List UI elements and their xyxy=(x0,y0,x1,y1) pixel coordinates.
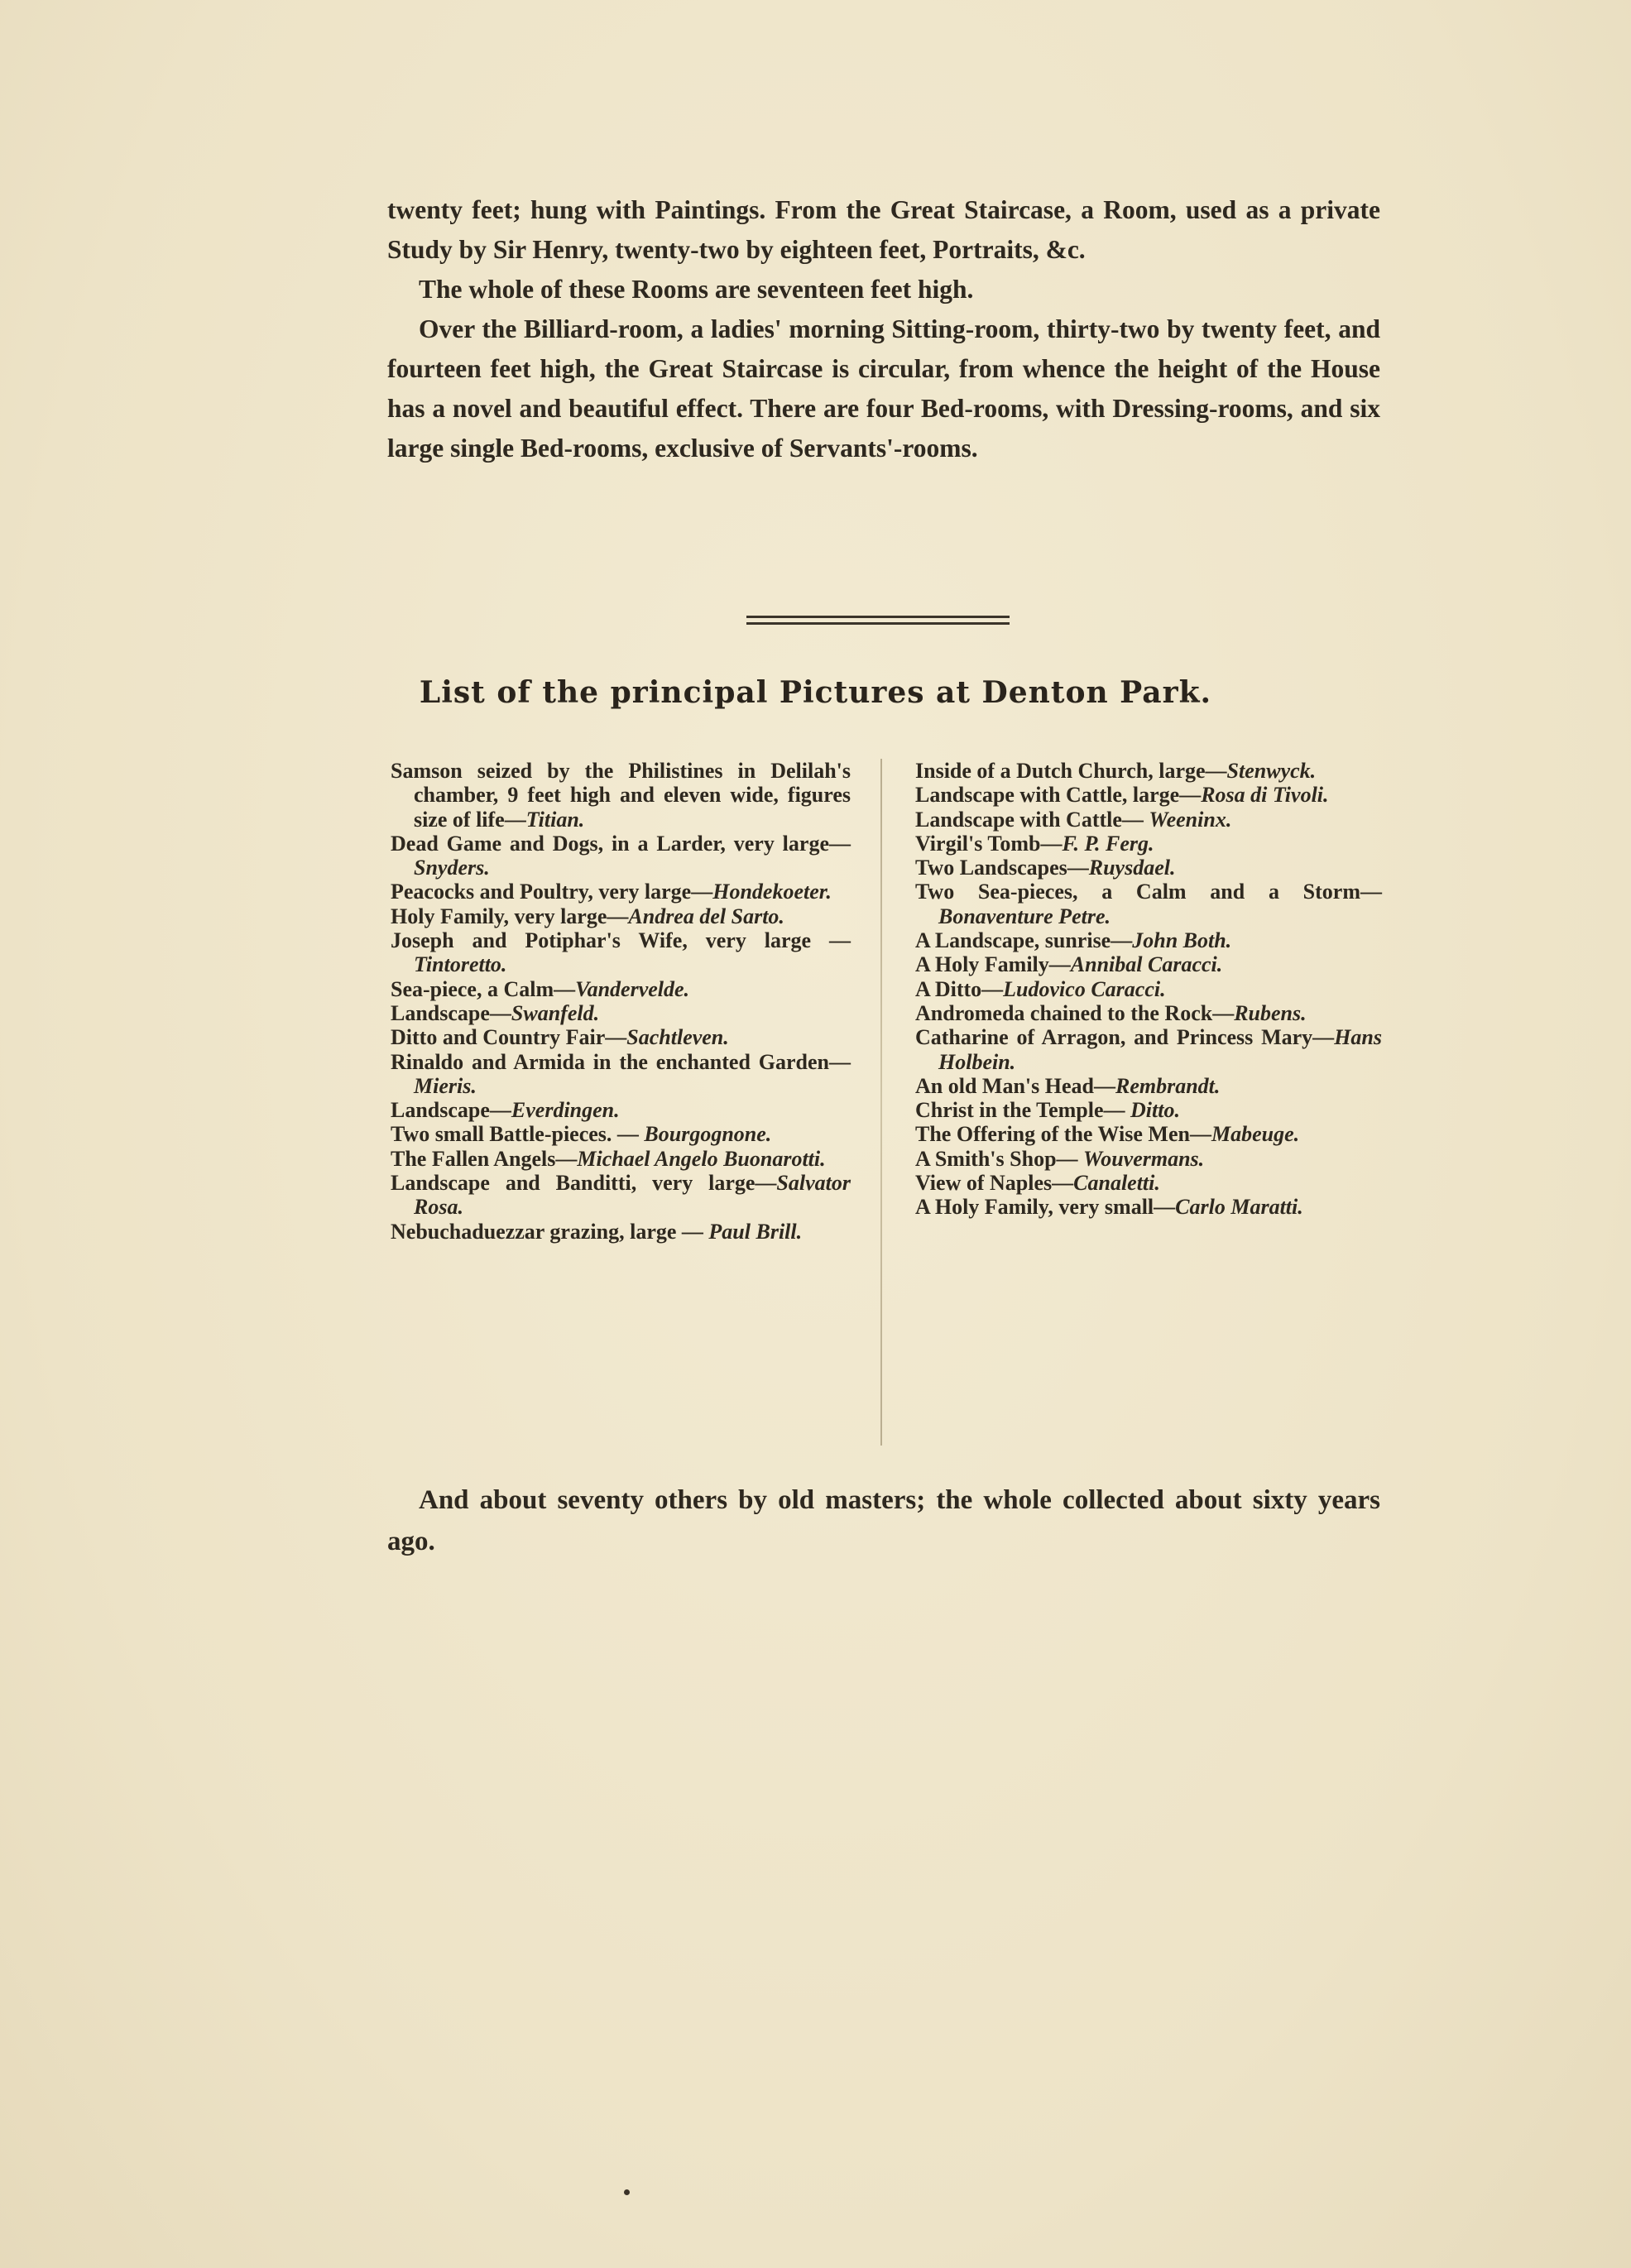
column-divider xyxy=(880,759,882,1446)
picture-entry: Andromeda chained to the Rock—Rubens. xyxy=(915,1000,1307,1025)
intro-text xyxy=(387,190,1380,468)
intro-paragraph-2: The whole of these Rooms are seventeen feet high. xyxy=(419,275,974,304)
picture-entry: Landscape—Everdingen. xyxy=(391,1098,620,1123)
picture-entry: A Landscape, sunrise—John Both. xyxy=(915,928,1232,953)
picture-entry: Virgil's Tomb—F. P. Ferg. xyxy=(915,831,1154,856)
ornamental-rule-top xyxy=(746,616,1010,618)
picture-entry: Landscape—Swanfeld. xyxy=(391,1000,600,1025)
picture-entry: A Smith's Shop— Wouvermans. xyxy=(915,1146,1205,1171)
pictures-right-column xyxy=(915,759,1382,1220)
picture-entry: Nebuchaduezzar grazing, large — Paul Brill. xyxy=(391,1219,803,1244)
printer-mark-dot xyxy=(624,2189,630,2195)
picture-entry: Landscape and Banditti, very large—Salvator Rosa. xyxy=(391,1171,851,1220)
picture-entry: Two small Battle-pieces. — Bourgognone. xyxy=(391,1122,772,1147)
picture-entry: Rinaldo and Armida in the enchanted Garden—Mieris. xyxy=(391,1049,851,1098)
picture-entry: A Holy Family—Annibal Caracci. xyxy=(915,952,1223,977)
picture-entry: The Fallen Angels—Michael Angelo Buonarotti. xyxy=(391,1146,826,1171)
picture-entry: Landscape with Cattle, large—Rosa di Tivoli. xyxy=(915,783,1329,808)
picture-entry: Samson seized by the Philistines in Delilah's chamber, 9 feet high and eleven wide, figures size of life—Titian. xyxy=(391,759,851,832)
picture-entry: Joseph and Potiphar's Wife, very large —Tintoretto. xyxy=(391,928,851,977)
closing-text xyxy=(387,1479,1380,1562)
picture-entry: The Offering of the Wise Men—Mabeuge. xyxy=(915,1122,1300,1147)
picture-entry: A Ditto—Ludovico Caracci. xyxy=(915,976,1166,1001)
picture-entry: Catharine of Arragon, and Princess Mary—Hans Holbein. xyxy=(915,1025,1382,1074)
picture-entry: Landscape with Cattle— Weeninx. xyxy=(915,807,1232,832)
pictures-left-column xyxy=(391,759,851,1244)
closing-paragraph: And about seventy others by old masters; the whole collected about sixty years ago. xyxy=(387,1485,1380,1556)
picture-entry: View of Naples—Canaletti. xyxy=(915,1171,1160,1196)
list-heading: List of the principal Pictures at Denton Park. xyxy=(419,675,1212,710)
picture-entry: An old Man's Head—Rembrandt. xyxy=(915,1073,1221,1098)
picture-entry: Ditto and Country Fair—Sachtleven. xyxy=(391,1025,729,1050)
picture-entry: Christ in the Temple— Ditto. xyxy=(915,1098,1180,1123)
picture-entry: Dead Game and Dogs, in a Larder, very large—Snyders. xyxy=(391,831,851,880)
ornamental-rule-bottom xyxy=(746,622,1010,625)
picture-entry: Sea-piece, a Calm—Vandervelde. xyxy=(391,976,690,1001)
picture-entry: Holy Family, very large—Andrea del Sarto. xyxy=(391,904,784,928)
picture-entry: Inside of a Dutch Church, large—Stenwyck. xyxy=(915,759,1317,783)
intro-paragraph-1: twenty feet; hung with Paintings. From the Great Staircase, a Room, used as a private Study by Sir Henry, twenty-two by eighteen feet, Portraits, &c. xyxy=(387,195,1380,264)
picture-entry: Peacocks and Poultry, very large—Hondekoeter. xyxy=(391,880,832,904)
picture-entry: Two Sea-pieces, a Calm and a Storm—Bonaventure Petre. xyxy=(915,880,1382,928)
picture-entry: Two Landscapes—Ruysdael. xyxy=(915,856,1176,880)
intro-paragraph-3: Over the Billiard-room, a ladies' morning Sitting-room, thirty-two by twenty feet, and fourteen feet high, the Great Staircase is circular, from whence the height of the House has a novel and beautiful effect. There are four Bed-rooms, with Dressing-rooms, and six large single Bed-rooms, exclusive of Servants'-rooms. xyxy=(387,314,1380,463)
picture-entry: A Holy Family, very small—Carlo Maratti. xyxy=(915,1195,1303,1220)
